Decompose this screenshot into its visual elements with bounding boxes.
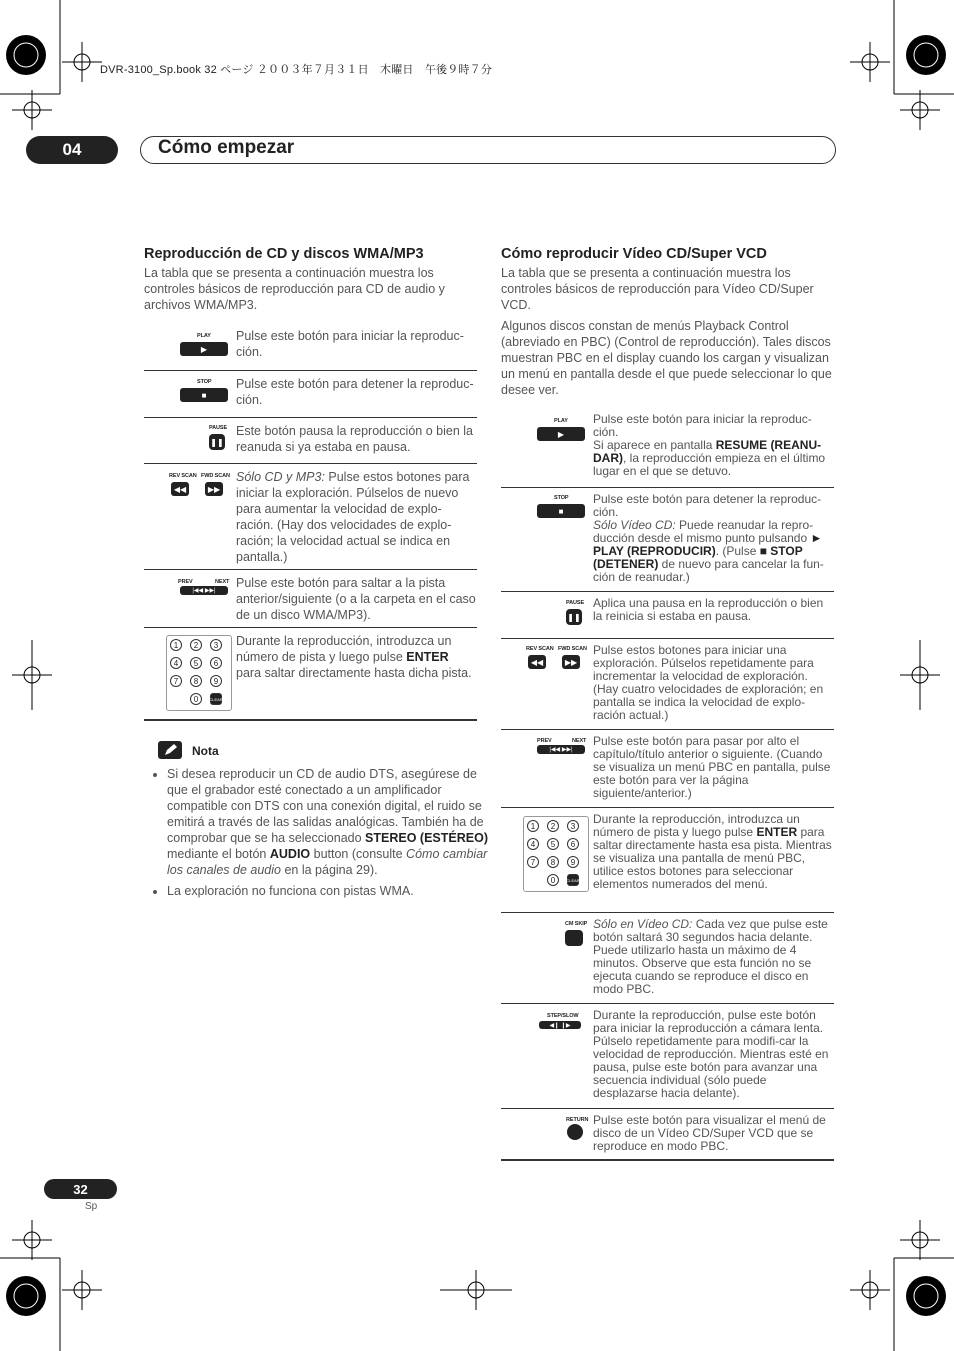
left-row-text: Sólo CD y MP3: Pulse estos botones para iniciar la exploración. Púlselos de nuevo para aumentar la velocidad de explo-ración. (Hay dos velocidades de explo-ración; la velocidad actual se indica en pantalla.) bbox=[236, 470, 470, 564]
left-row-scan bbox=[144, 463, 477, 570]
right-row-text: Pulse estos botones para iniciar una exploración. Púlselos repetidamente para incrementar la velocidad de exploración. (Hay cuatro velocidades de exploración; en pantalla se indica la velocidad de explo-ración actual.) bbox=[593, 643, 824, 722]
left-intro: La tabla que se presenta a continuación muestra los controles básicos de reproducción para CD de audio y archivos WMA/MP3. bbox=[144, 266, 445, 312]
page-number-badge: 32 bbox=[44, 1179, 117, 1199]
left-row-prev-next bbox=[144, 569, 477, 628]
key-clear: CLEAR bbox=[567, 874, 579, 886]
key-3: 3 bbox=[567, 820, 579, 832]
prev-next-icon: |◀◀ ▶▶| bbox=[537, 745, 585, 754]
right-intro-1: La tabla que se presenta a continuación muestra los controles básicos de reproducción para Vídeo CD/Super VCD. bbox=[501, 266, 814, 312]
stop-label: STOP bbox=[554, 495, 569, 501]
fwd-scan-icon: ▶▶ bbox=[205, 482, 223, 496]
key-5: 5 bbox=[190, 657, 202, 669]
key-1: 1 bbox=[170, 639, 182, 651]
rev-scan-icon: ◀◀ bbox=[171, 482, 189, 496]
prev-label: PREV bbox=[537, 738, 552, 744]
right-intro-2: Algunos discos constan de menús Playback Control (abreviado en PBC) (Control de reproducción). Tales discos muestran PBC en el display cuando los cargan y visualizan un menú en pantalla desde el que puede seleccionar lo que desee ver. bbox=[501, 319, 832, 397]
key-9: 9 bbox=[567, 856, 579, 868]
fwd-scan-label: FWD SCAN bbox=[201, 473, 230, 479]
right-row-cm-skip bbox=[501, 912, 834, 1004]
key-6: 6 bbox=[210, 657, 222, 669]
play-label: PLAY bbox=[197, 333, 211, 339]
key-1: 1 bbox=[527, 820, 539, 832]
stop-button-icon: ■ bbox=[537, 504, 585, 518]
key-8: 8 bbox=[190, 675, 202, 687]
note-title: Nota bbox=[192, 744, 219, 758]
right-row-stop bbox=[501, 487, 834, 592]
pause-button-icon: ❚❚ bbox=[209, 434, 225, 450]
left-row-number-keys bbox=[144, 627, 477, 721]
note-item: • Si desea reproducir un CD de audio DTS, asegúrese de que el grabador esté conectado a un amplificador compatible con DTS con una conexión digital, el ruido se emitirá a través de las salidas analógicas. También ha de comprobar que se ha seleccionado STEREO (ESTÉREO) mediante el botón AUDIO button (consulte Cómo cambiar los canales de audio en la página 29). bbox=[167, 766, 497, 878]
return-label: RETURN bbox=[566, 1117, 589, 1123]
left-row-text: Pulse este botón para iniciar la reproduc-ción. bbox=[236, 329, 464, 359]
fwd-scan-label: FWD SCAN bbox=[558, 646, 587, 652]
key-9: 9 bbox=[210, 675, 222, 687]
pause-label: PAUSE bbox=[209, 425, 228, 431]
chapter-number-badge: 04 bbox=[26, 136, 118, 164]
stop-button-icon: ■ bbox=[180, 388, 228, 402]
number-keypad bbox=[166, 635, 232, 711]
play-button-icon: ▶ bbox=[537, 427, 585, 441]
key-0: 0 bbox=[547, 874, 559, 886]
right-row-text: Pulse este botón para iniciar la reproduc-ción. Si aparece en pantalla RESUME (REANU-DAR), la reproducción empieza en el último lugar en el que se detuvo. bbox=[593, 412, 826, 478]
right-section-heading: Cómo reproducir Vídeo CD/Super VCD bbox=[501, 246, 767, 262]
rev-scan-label: REV SCAN bbox=[169, 473, 197, 479]
left-row-text: Este botón pausa la reproducción o bien la reanuda si ya estaba en pausa. bbox=[236, 424, 473, 454]
right-row-step-slow bbox=[501, 1003, 834, 1109]
step-slow-label: STEP/SLOW bbox=[547, 1013, 579, 1019]
return-button-icon bbox=[567, 1124, 583, 1140]
left-row-stop bbox=[144, 370, 477, 418]
note-list bbox=[152, 766, 497, 904]
rev-scan-icon: ◀◀ bbox=[528, 655, 546, 669]
next-label: NEXT bbox=[215, 579, 230, 585]
note-pencil-icon bbox=[158, 741, 182, 759]
key-7: 7 bbox=[527, 856, 539, 868]
prev-label: PREV bbox=[178, 579, 193, 585]
key-2: 2 bbox=[190, 639, 202, 651]
key-7: 7 bbox=[170, 675, 182, 687]
right-row-text: Pulse este botón para detener la reproduc-ción. Sólo Vídeo CD: Puede reanudar la repro-ducción desde el mismo punto pulsando ► PLAY (REPRODUCIR). (Pulse ■ STOP (DETENER) de nuevo para cancelar la fun-ción de reanudar.) bbox=[593, 492, 824, 584]
right-row-scan bbox=[501, 638, 834, 730]
rev-scan-label: REV SCAN bbox=[526, 646, 554, 652]
key-4: 4 bbox=[170, 657, 182, 669]
chapter-title: Cómo empezar bbox=[158, 137, 295, 158]
right-row-text: Sólo en Vídeo CD: Cada vez que pulse este botón saltará 30 segundos hacia delante. Puede utilizarlo hasta un máximo de 4 minutos. Observe que esta función no se ejecuta cuando se reproduce el disco en modo PBC. bbox=[593, 917, 828, 996]
note-item: • La exploración no funciona con pistas WMA. bbox=[167, 883, 497, 899]
prev-next-icon: |◀◀ ▶▶| bbox=[180, 586, 228, 595]
right-row-text: Pulse este botón para pasar por alto el capítulo/título anterior o siguiente. (Cuando se visualiza un menú PBC en pantalla, pulse este botón para ver la página siguiente/anterior.) bbox=[593, 734, 831, 800]
play-button-icon: ▶ bbox=[180, 342, 228, 356]
key-2: 2 bbox=[547, 820, 559, 832]
stop-label: STOP bbox=[197, 379, 212, 385]
right-row-number-keys bbox=[501, 807, 834, 913]
next-label: NEXT bbox=[572, 738, 587, 744]
cm-skip-button-icon bbox=[565, 930, 583, 946]
left-row-text: Pulse este botón para saltar a la pista anterior/siguiente (o a la carpeta en el caso de un disco WMA/MP3). bbox=[236, 576, 476, 622]
print-header: DVR-3100_Sp.book 32 ページ ２００３年７月３１日 木曜日 午後９時７分 bbox=[100, 64, 493, 76]
key-6: 6 bbox=[567, 838, 579, 850]
right-row-text: Durante la reproducción, pulse este botón para iniciar la reproducción a cámara lenta. Púlselo repetidamente para modifi-car la velocidad de reproducción. Mientras esté en pausa, pulse este botón para avanzar una secuencia individual (sólo puede desplazarse hacia delante). bbox=[593, 1008, 829, 1100]
right-row-text: Durante la reproducción, introduzca un número de pista y luego pulse ENTER para saltar directamente hasta esa pista. Mientras se visualiza una pantalla de menú PBC, utilice estos botones para seleccionar elementos numerados del menú. bbox=[593, 812, 832, 891]
step-slow-icon: ◀❙ ❙▶ bbox=[539, 1021, 581, 1029]
play-label: PLAY bbox=[554, 418, 568, 424]
left-row-play bbox=[144, 322, 477, 371]
right-row-prev-next bbox=[501, 729, 834, 808]
left-row-text: Durante la reproducción, introduzca un número de pista y luego pulse ENTER para saltar directamente hasta dicha pista. bbox=[236, 634, 472, 680]
right-row-play bbox=[501, 407, 834, 488]
right-row-pause bbox=[501, 591, 834, 639]
number-keypad bbox=[523, 816, 589, 892]
key-0: 0 bbox=[190, 693, 202, 705]
right-row-text: Pulse este botón para visualizar el menú de disco de un Vídeo CD/Super VCD que se reproduce en modo PBC. bbox=[593, 1113, 826, 1153]
cm-skip-label: CM SKIP bbox=[565, 921, 588, 927]
key-8: 8 bbox=[547, 856, 559, 868]
left-section-heading: Reproducción de CD y discos WMA/MP3 bbox=[144, 246, 424, 262]
right-row-text: Aplica una pausa en la reproducción o bien la reinicia si estaba en pausa. bbox=[593, 596, 824, 623]
fwd-scan-icon: ▶▶ bbox=[562, 655, 580, 669]
page-language: Sp bbox=[85, 1201, 98, 1212]
key-5: 5 bbox=[547, 838, 559, 850]
key-4: 4 bbox=[527, 838, 539, 850]
pause-button-icon: ❚❚ bbox=[566, 609, 582, 625]
pause-label: PAUSE bbox=[566, 600, 585, 606]
key-clear: CLEAR bbox=[210, 693, 222, 705]
left-row-text: Pulse este botón para detener la reproduc-ción. bbox=[236, 377, 474, 407]
right-row-return bbox=[501, 1108, 834, 1161]
left-row-pause bbox=[144, 417, 477, 464]
key-3: 3 bbox=[210, 639, 222, 651]
